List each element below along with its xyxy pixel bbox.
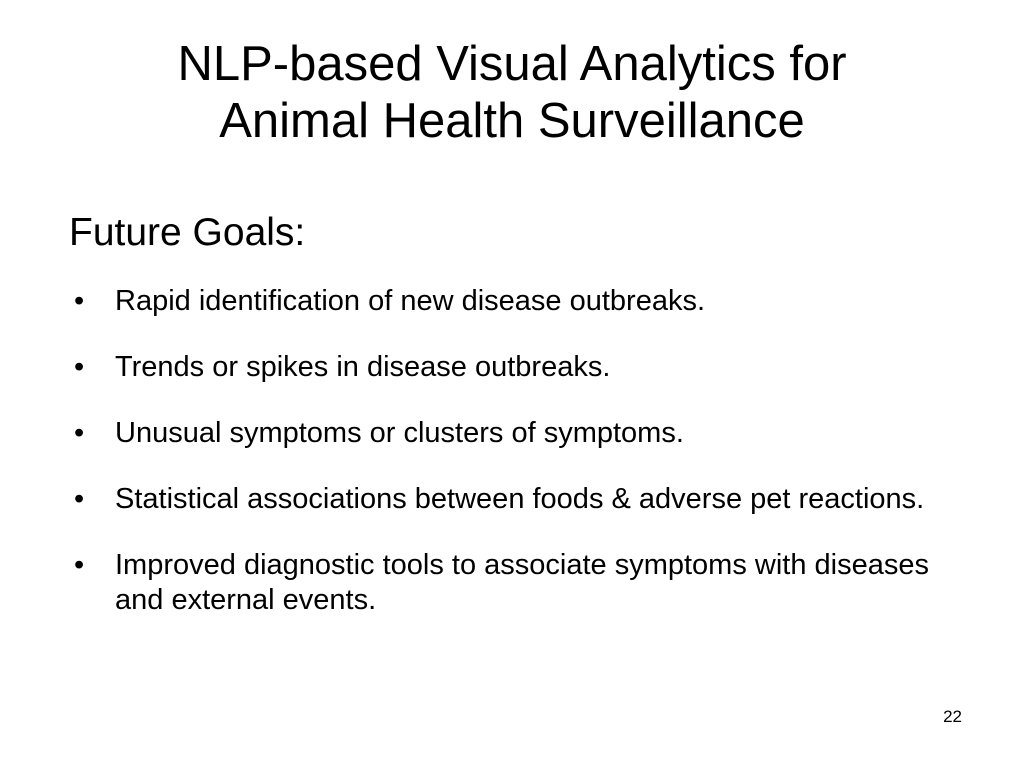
bullet-point-icon: • [74,417,85,449]
goal-item-text: Rapid identification of new disease outbreaks. [115,285,706,317]
goals-list [74,284,954,649]
goal-item-text: Improved diagnostic tools to associate symptoms with diseases and external events. [115,549,929,616]
goal-item-text: Statistical associations between foods & adverse pet reactions. [115,483,925,515]
goal-item-text: Trends or spikes in disease outbreaks. [115,351,611,383]
bullet-point-icon: • [74,483,85,515]
bullet-point-icon: • [74,285,85,317]
goal-item-text: Unusual symptoms or clusters of symptoms. [115,417,684,449]
goal-item-5 [74,548,954,618]
bullet-point-icon: • [74,549,85,581]
slide-title-line-2: Animal Health Surveillance [219,94,805,148]
goal-item-1 [74,284,954,319]
page-number: 22 [943,707,962,726]
bullet-point-icon: • [74,351,85,383]
goal-item-2 [74,350,954,385]
future-goals-heading: Future Goals: [69,211,306,254]
goal-item-4 [74,482,954,517]
slide-title [0,36,1024,150]
slide-title-line-1: NLP-based Visual Analytics for [177,37,847,91]
goal-item-3 [74,416,954,451]
